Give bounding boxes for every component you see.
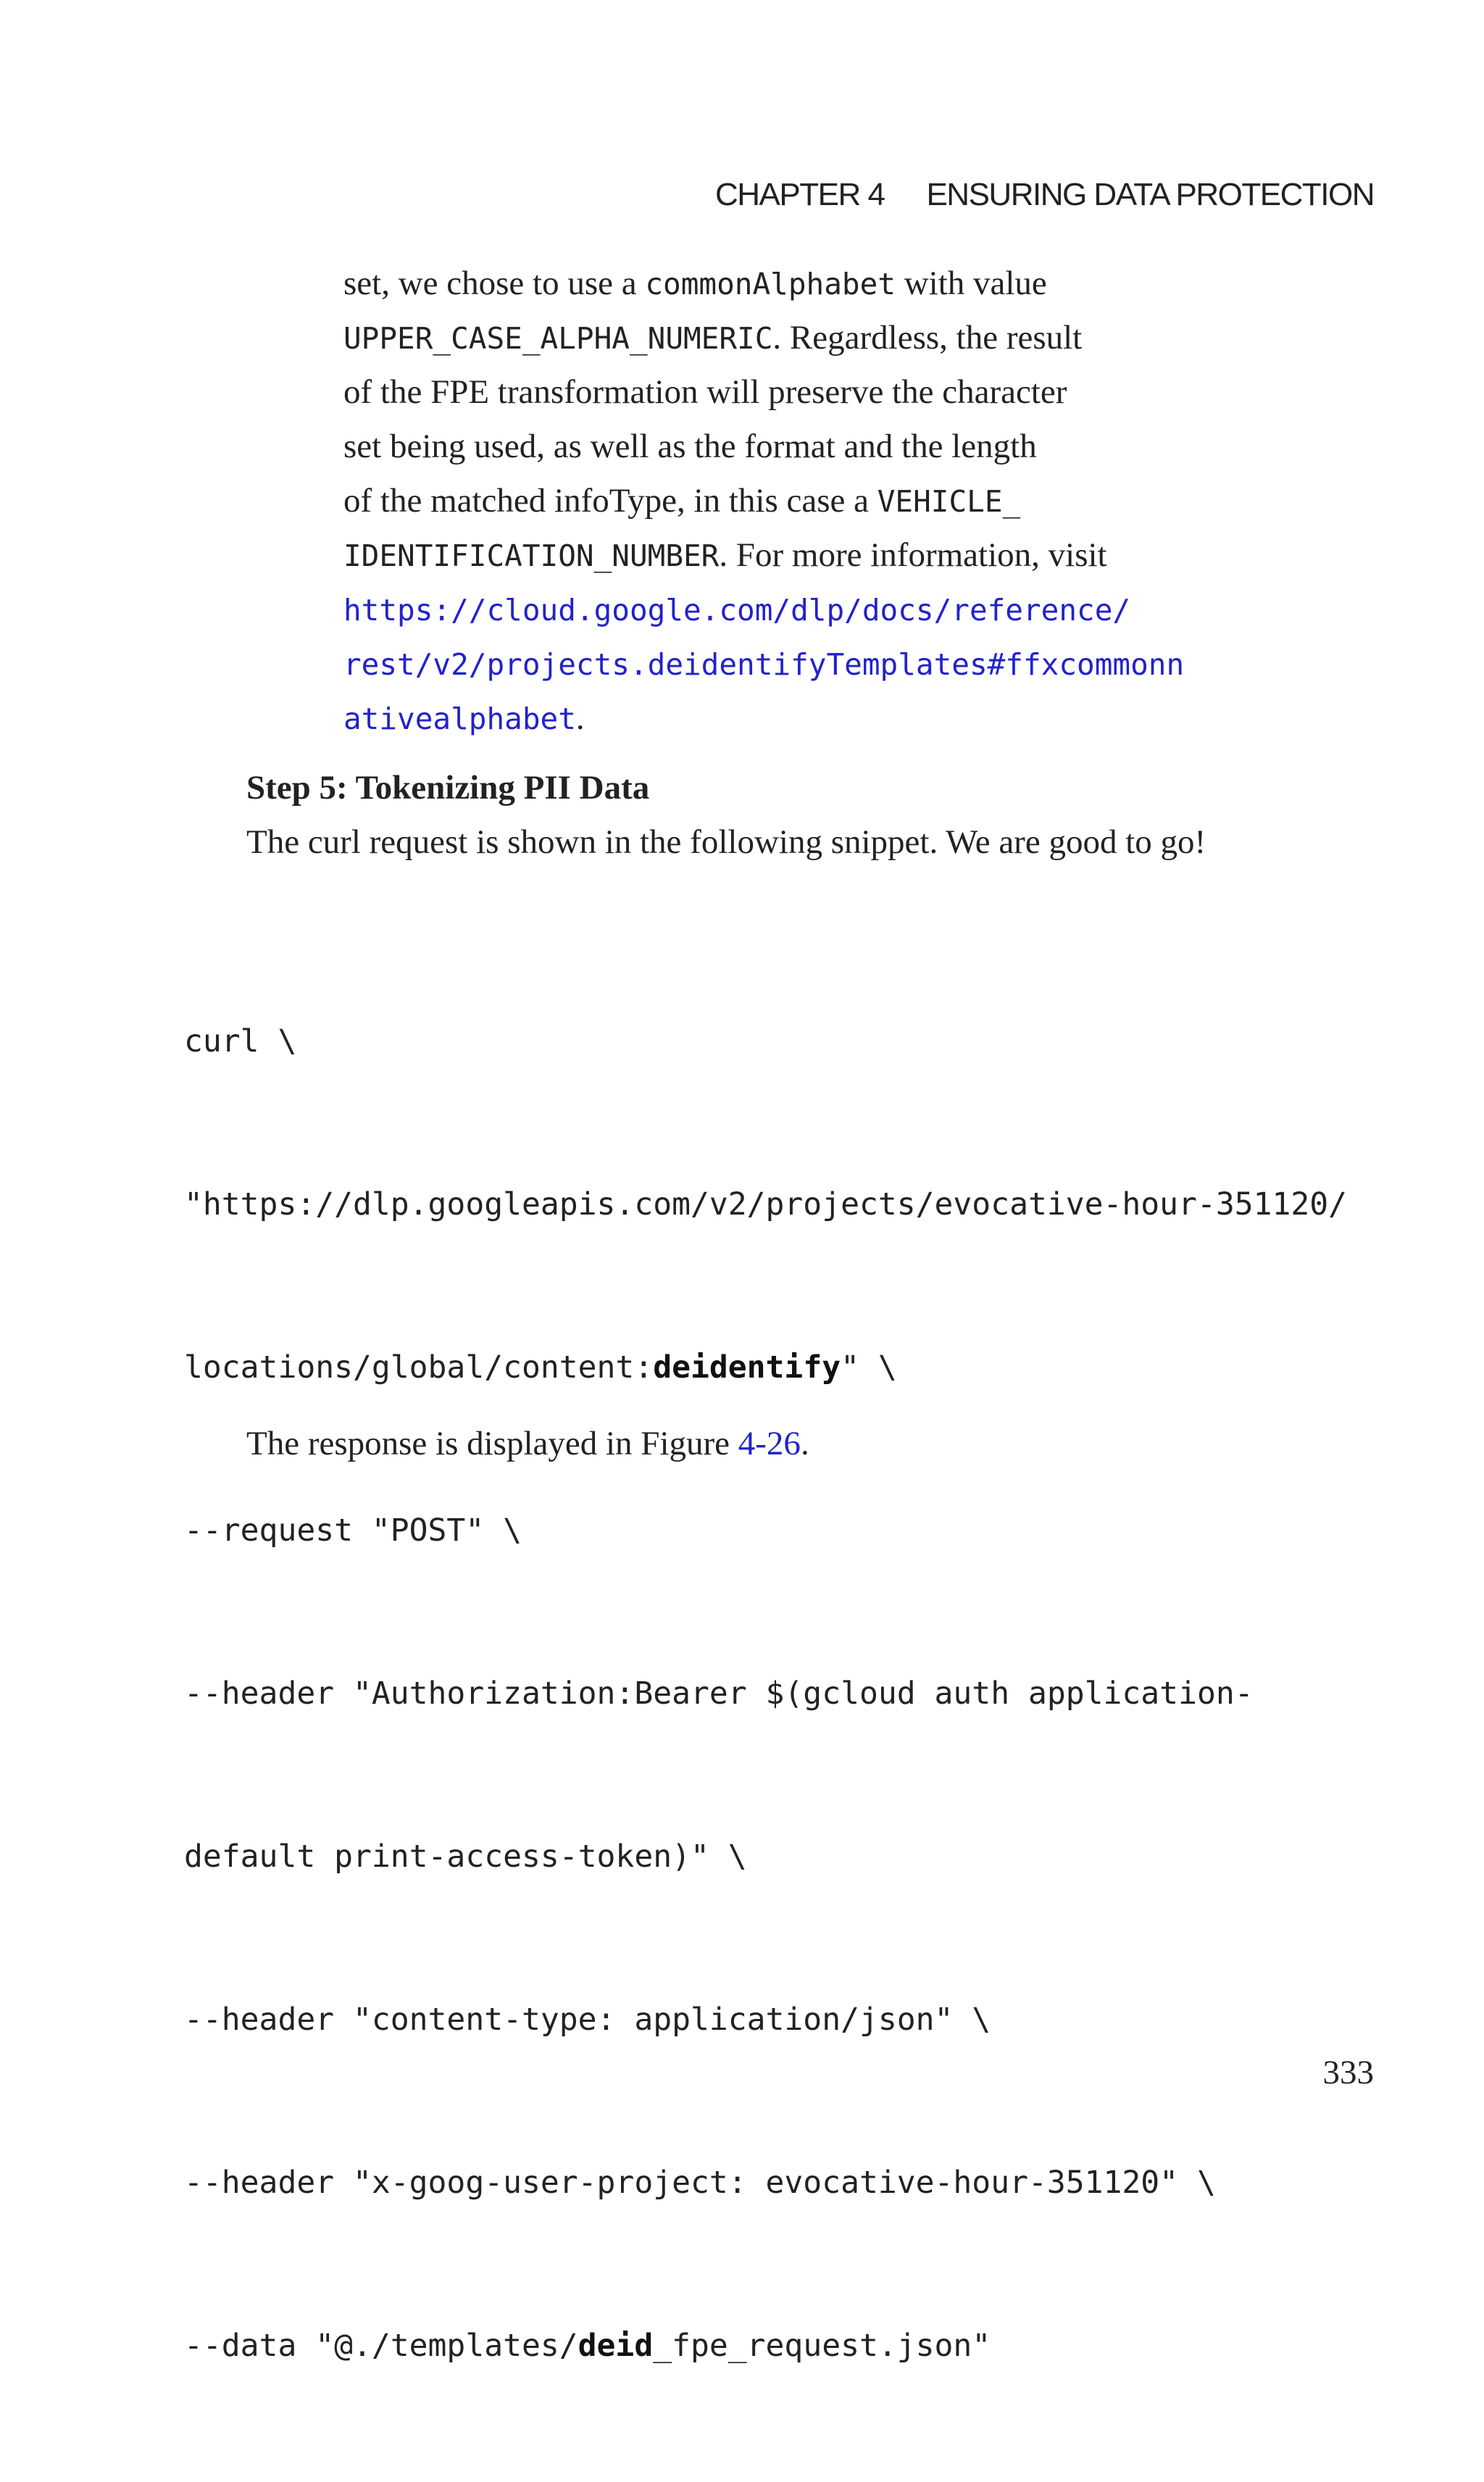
code-bold: deidentify — [653, 1349, 841, 1386]
code-line: --header "x-goog-user-project: evocative-hour-351120" \ — [184, 2165, 1216, 2201]
running-header — [715, 177, 1374, 213]
text-line: of the FPE transformation will preserve the character — [343, 373, 1067, 411]
reference-link[interactable]: ativealphabet — [343, 701, 576, 736]
code-line: --data "@./templates/deid_fpe_request.json" — [184, 2328, 991, 2364]
code-line: locations/global/content:deidentify" \ — [184, 1349, 897, 1386]
text-line: UPPER_CASE_ALPHA_NUMERIC. Regardless, the result — [343, 319, 1083, 357]
text-line: IDENTIFICATION_NUMBER. For more information, visit — [343, 536, 1107, 574]
step-paragraph: The curl request is shown in the following snippet. We are good to go! — [246, 823, 1206, 861]
response-paragraph: The response is displayed in Figure 4-26. — [246, 1425, 809, 1462]
reference-link[interactable]: rest/v2/projects.deidentifyTemplates#ffxcommonn — [343, 647, 1185, 682]
bullet-paragraph — [343, 257, 1285, 746]
chapter-label: CHAPTER 4 — [715, 177, 885, 212]
text-line: of the matched infoType, in this case a VEHICLE_ — [343, 482, 1021, 520]
code-line: --header "Authorization:Bearer $(gcloud auth application- — [184, 1675, 1254, 1712]
text-line: ativealphabet. — [343, 699, 585, 737]
step-heading: Step 5: Tokenizing PII Data — [246, 769, 650, 807]
reference-link[interactable]: https://cloud.google.com/dlp/docs/reference/ — [343, 593, 1131, 628]
text-line: set being used, as well as the format and the length — [343, 428, 1037, 465]
inline-code: commonAlphabet — [645, 267, 896, 301]
chapter-title: ENSURING DATA PROTECTION — [926, 177, 1374, 212]
code-line: "https://dlp.googleapis.com/v2/projects/evocative-hour-351120/ — [184, 1186, 1348, 1223]
inline-code: VEHICLE_ — [877, 484, 1021, 519]
code-line: default print-access-token)" \ — [184, 1838, 747, 1875]
code-snippet — [184, 906, 1416, 2482]
code-line: --request "POST" \ — [184, 1512, 522, 1549]
page-number: 333 — [1322, 2054, 1374, 2091]
code-line: --header "content-type: application/json" \ — [184, 2002, 991, 2038]
inline-code: UPPER_CASE_ALPHA_NUMERIC — [343, 321, 773, 356]
figure-reference-link[interactable]: 4-26 — [738, 1425, 801, 1462]
text-line: set, we chose to use a commonAlphabet with value — [343, 265, 1047, 302]
inline-code: IDENTIFICATION_NUMBER — [343, 538, 720, 573]
code-bold: deid — [578, 2328, 654, 2364]
code-line: curl \ — [184, 1023, 297, 1059]
